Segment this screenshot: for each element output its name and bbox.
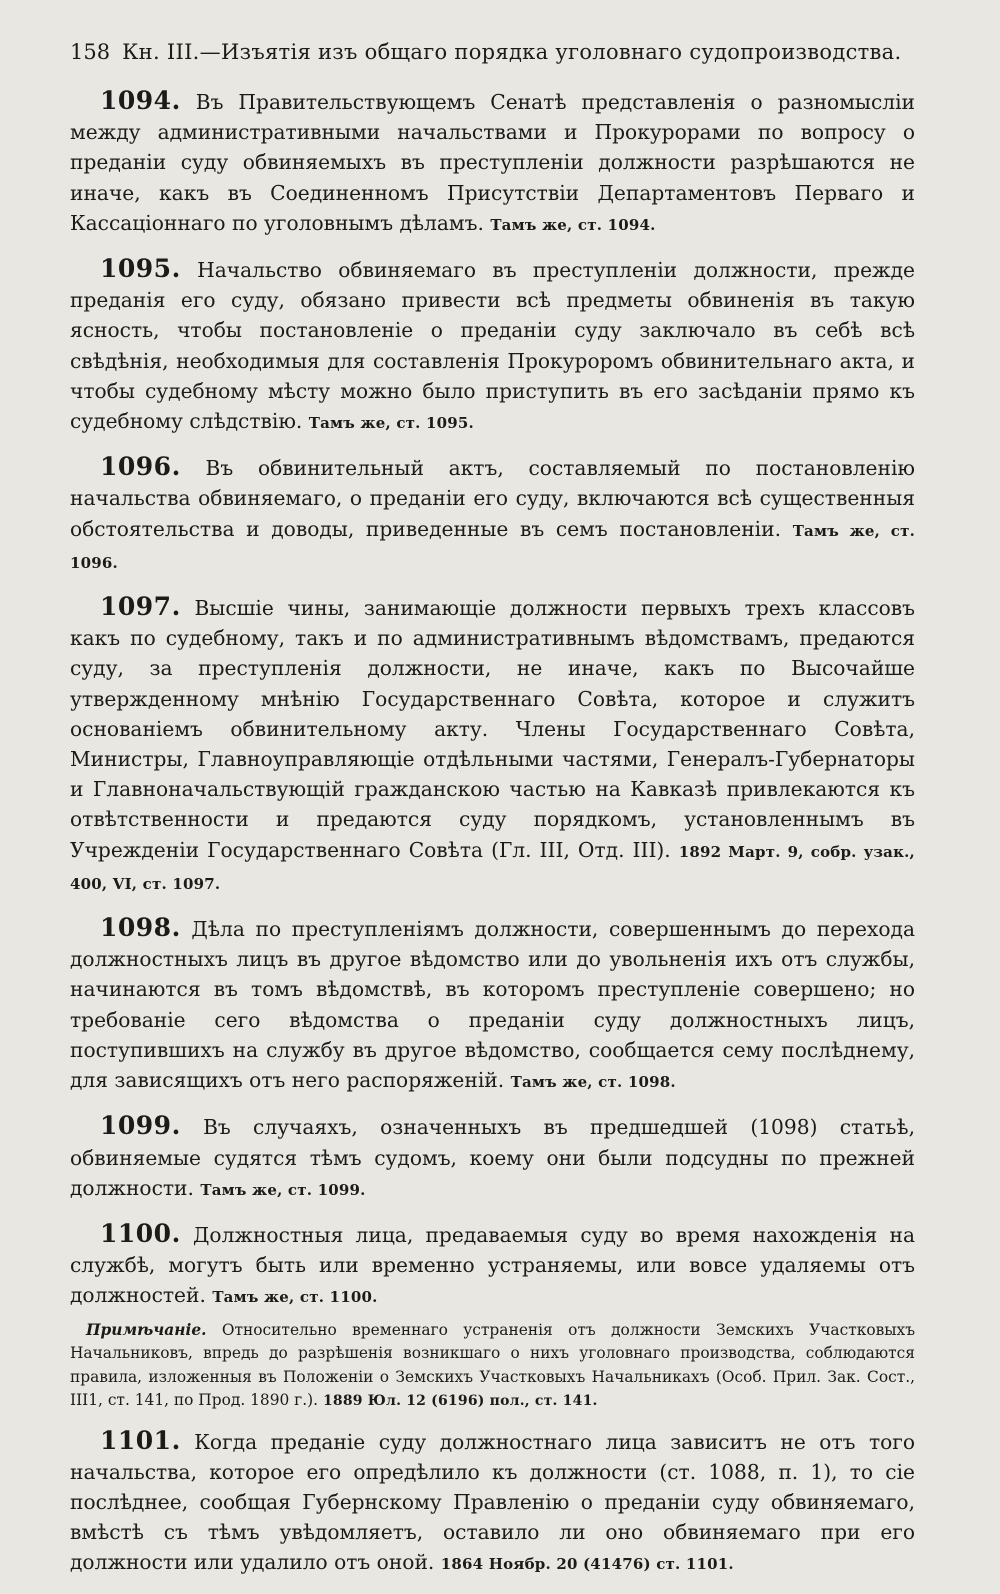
page-header [70, 38, 915, 66]
article-source: 1864 Ноябр. 20 (41476) ст. 1101. [440, 1555, 734, 1574]
article-source: Тамъ же, ст. 1095. [308, 414, 474, 433]
article-number: 1094. [100, 86, 181, 115]
article-number: 1096. [100, 452, 181, 482]
article-number: 1100. [100, 1218, 181, 1248]
article-source: Тамъ же, ст. 1100. [212, 1288, 378, 1307]
article-number: 1099. [100, 1111, 181, 1141]
article-number: 1098. [100, 913, 181, 943]
article-text: Въ обвинительный актъ, составляемый по постановленію начальства обвиняемаго, о преданіи его суду, включаются всѣ существенныя обстоятельства и доводы, приведенные въ семъ постановленіи. [70, 456, 915, 541]
running-title: Кн. III.—Изъятія изъ общаго порядка уголовнаго судопроизводства. [122, 40, 902, 64]
article-text: Въ случаяхъ, означенныхъ въ предшедшей (1098) статьѣ, обвиняемые судятся тѣмъ судомъ, коему они были подсудны по прежней должности. [70, 1115, 915, 1200]
footnote [70, 1319, 915, 1414]
article-number: 1101. [100, 1425, 181, 1455]
article-1094 [70, 86, 915, 240]
note-source: 1889 Юл. 12 (6196) пол., ст. 141. [322, 1393, 598, 1410]
article-1099 [70, 1111, 915, 1205]
page [70, 38, 915, 1594]
article-text: Когда преданіе суду должностнаго лица зависитъ не отъ того начальства, которое его опредѣлило къ должности (ст. 1088, п. 1), то сіе послѣднее, сообщая Губернскому Правленію о преданіи суду обвиняемаго, вмѣстѣ съ тѣмъ увѣдомляетъ, оставило ли оно обвиняемаго при его должности или удалило отъ оной. [70, 1429, 916, 1575]
article-source: Тамъ же, ст. 1099. [200, 1180, 366, 1199]
article-text: Дѣла по преступленіямъ должности, совершеннымъ до перехода должностныхъ лицъ въ другое вѣдомство или до увольненія ихъ отъ службы, начинаются въ томъ вѣдомствѣ, въ которомъ преступленіе совершено; но требованіе сего вѣдомства о преданіи суду должностныхъ лицъ, поступившихъ на службу въ другое вѣдомство, сообщается сему послѣднему, для зависящихъ отъ него распоряженій. [70, 917, 915, 1093]
article-1098 [70, 913, 915, 1097]
article-1097 [70, 592, 915, 899]
article-source: Тамъ же, ст. 1094. [490, 215, 656, 234]
note-label: Примѣчаніе. [86, 1320, 207, 1339]
article-text: Въ Правительствующемъ Сенатѣ представленія о разномысліи между административными начальствами и Прокурорами по вопросу о преданіи суду обвиняемыхъ въ преступленіи должности разрѣшаются не иначе, какъ въ Соединенномъ Присутствіи Департаментовъ Перваго и Кассаціоннаго по уголовнымъ дѣламъ. [70, 90, 916, 235]
article-1096 [70, 452, 915, 578]
article-source: Тамъ же, ст. 1098. [510, 1073, 676, 1092]
article-text: Начальство обвиняемаго въ преступленіи должности, прежде преданія его суду, обязано привести всѣ предметы обвиненія въ такую ясность, чтобы постановленіе о преданіи суду заключало въ себѣ всѣ свѣдѣнія, необходимыя для составленія Прокуроромъ обвинительнаго акта, и чтобы судебному мѣсту можно было приступить въ его засѣданіи прямо къ судебному слѣдствію. [70, 258, 915, 434]
article-1100 [70, 1219, 915, 1313]
article-number: 1095. [100, 254, 181, 284]
article-number: 1097. [100, 592, 181, 622]
article-1095 [70, 254, 915, 438]
note-text: Относительно временнаго устраненія отъ должности Земскихъ Участковыхъ Начальниковъ, впредь до разрѣшенія возникшаго о нихъ уголовнаго производства, соблюдаются правила, изложенныя въ Положеніи о Земскихъ Участковыхъ Начальникахъ (Особ. Прил. Зак. Сост., III1, ст. 141, по Прод. 1890 г.). [70, 1320, 915, 1410]
article-source: Тамъ же, ст. 1096. [70, 521, 915, 572]
article-source: 1892 Март. 9, собр. узак., 400, VI, ст. 1097. [70, 842, 915, 893]
article-text: Высшіе чины, занимающіе должности первыхъ трехъ классовъ какъ по судебному, такъ и по административнымъ вѣдомствамъ, предаются суду, за преступленія должности, не иначе, какъ по Высочайше утвержденному мнѣнію Государственнаго Совѣта, которое и служитъ основаніемъ обвинительному акту. Члены Государственнаго Совѣта, Министры, Главноуправляющіе отдѣльными частями, Генералъ-Губернаторы и Главноначальствующій гражданскою частью на Кавказѣ привлекаются къ отвѣтственности и предаются суду порядкомъ, установленнымъ въ Учрежденіи Государственнаго Совѣта (Гл. III, Отд. III). [70, 596, 915, 862]
page-number: 158 [70, 40, 111, 64]
article-text: Должностныя лица, предаваемыя суду во время нахожденія на службѣ, могутъ быть или временно устраняемы, или вовсе удаляемы отъ должностей. [70, 1222, 915, 1308]
article-1101 [70, 1426, 915, 1580]
